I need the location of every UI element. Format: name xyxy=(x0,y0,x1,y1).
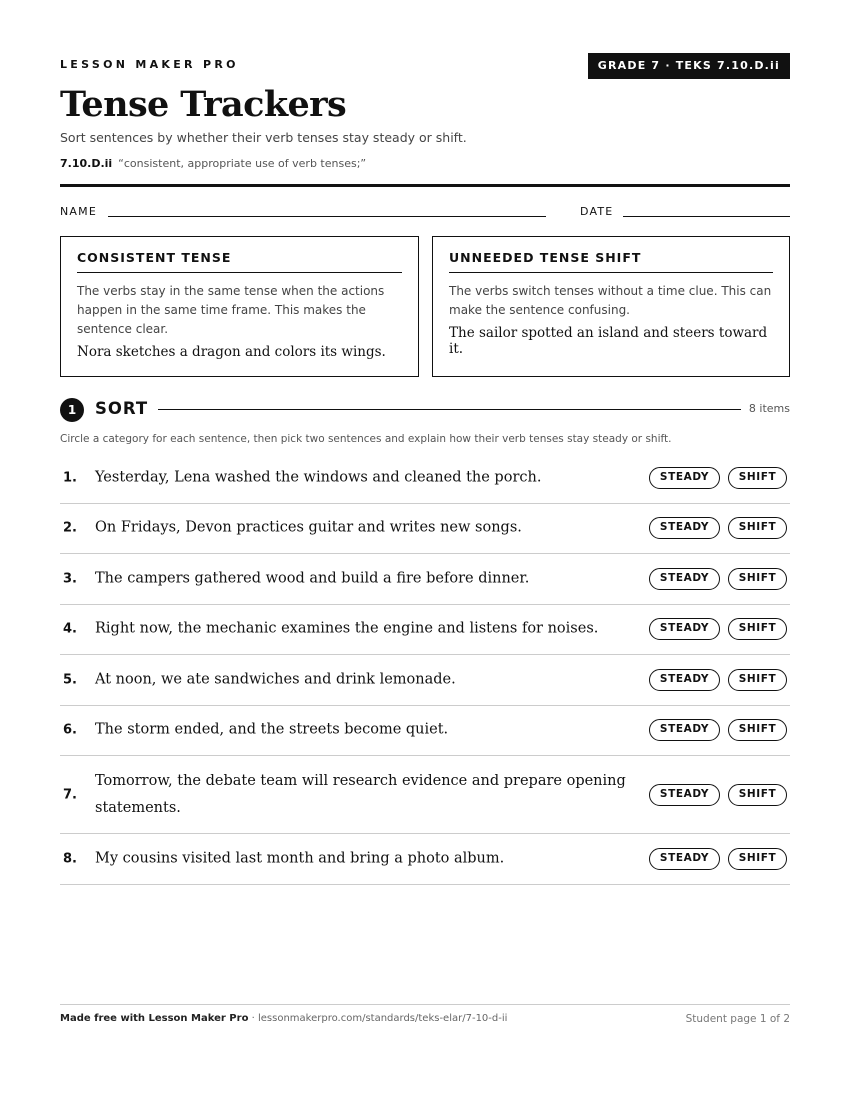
item-sentence: Yesterday, Lena washed the windows and cleaned the porch. xyxy=(95,469,542,486)
concept-example: Nora sketches a dragon and colors its wings. xyxy=(77,344,386,360)
shift-choice[interactable]: SHIFT xyxy=(728,467,787,489)
name-label: NAME xyxy=(60,205,97,218)
footer-divider xyxy=(60,1004,790,1005)
shift-choice[interactable]: SHIFT xyxy=(728,784,787,806)
sort-item-list xyxy=(60,453,790,885)
name-field[interactable] xyxy=(108,216,546,217)
concept-example: The sailor spotted an island and steers toward it. xyxy=(449,325,768,357)
item-number: 7. xyxy=(63,787,77,802)
section-number-badge: 1 xyxy=(60,398,84,422)
list-item xyxy=(60,453,790,504)
steady-choice[interactable]: STEADY xyxy=(649,517,720,539)
footer-url[interactable]: · lessonmakerpro.com/standards/teks-elar/7-10-d-ii xyxy=(251,1013,508,1024)
shift-choice[interactable]: SHIFT xyxy=(728,719,787,741)
footer-page-number: Student page 1 of 2 xyxy=(685,1013,790,1025)
list-item xyxy=(60,504,790,555)
item-sentence: Right now, the mechanic examines the engine and listens for noises. xyxy=(95,620,599,637)
header-divider xyxy=(60,184,790,187)
list-item xyxy=(60,554,790,605)
concept-box-consistent xyxy=(60,236,419,377)
list-item xyxy=(60,706,790,757)
section-divider xyxy=(158,409,741,410)
item-sentence: Tomorrow, the debate team will research evidence and prepare opening statements. xyxy=(95,772,626,816)
standard-code: 7.10.D.ii xyxy=(60,157,113,170)
list-item xyxy=(60,756,790,834)
list-item xyxy=(60,834,790,885)
footer-made-by: Made free with Lesson Maker Pro xyxy=(60,1013,249,1024)
item-sentence: The storm ended, and the streets become quiet. xyxy=(95,721,449,738)
page-subtitle: Sort sentences by whether their verb tenses stay steady or shift. xyxy=(60,130,467,145)
shift-choice[interactable]: SHIFT xyxy=(728,517,787,539)
item-sentence: At noon, we ate sandwiches and drink lemonade. xyxy=(95,671,456,688)
concept-description: The verbs switch tenses without a time clue. This can make the sentence confusing. xyxy=(449,284,772,317)
footer-credit xyxy=(60,1013,507,1024)
standard-text: “consistent, appropriate use of verb tenses;” xyxy=(118,157,367,170)
item-number: 5. xyxy=(63,672,77,688)
page-title: Tense Trackers xyxy=(60,84,347,125)
steady-choice[interactable]: STEADY xyxy=(649,467,720,489)
item-count: 8 items xyxy=(748,402,790,415)
section-title: SORT xyxy=(95,399,149,418)
steady-choice[interactable]: STEADY xyxy=(649,848,720,870)
worksheet-page xyxy=(60,0,790,1100)
steady-choice[interactable]: STEADY xyxy=(649,784,720,806)
item-sentence: The campers gathered wood and build a fire before dinner. xyxy=(95,570,530,587)
brand-name: LESSON MAKER PRO xyxy=(60,58,239,71)
shift-choice[interactable]: SHIFT xyxy=(728,848,787,870)
standard-reference xyxy=(60,157,366,170)
steady-choice[interactable]: STEADY xyxy=(649,568,720,590)
steady-choice[interactable]: STEADY xyxy=(649,618,720,640)
shift-choice[interactable]: SHIFT xyxy=(728,669,787,691)
section-instructions: Circle a category for each sentence, then pick two sentences and explain how their verb tenses stay steady or shift. xyxy=(60,433,672,445)
item-sentence: My cousins visited last month and bring a photo album. xyxy=(95,850,505,867)
shift-choice[interactable]: SHIFT xyxy=(728,618,787,640)
item-sentence: On Fridays, Devon practices guitar and writes new songs. xyxy=(95,519,522,536)
item-number: 6. xyxy=(63,722,77,738)
grade-badge: GRADE 7 · TEKS 7.10.D.ii xyxy=(588,53,790,79)
concept-heading: UNNEEDED TENSE SHIFT xyxy=(449,237,773,273)
concept-box-shift xyxy=(432,236,790,377)
shift-choice[interactable]: SHIFT xyxy=(728,568,787,590)
date-field[interactable] xyxy=(623,216,790,217)
item-number: 2. xyxy=(63,520,77,536)
item-number: 3. xyxy=(63,571,77,587)
item-number: 4. xyxy=(63,621,77,637)
date-label: DATE xyxy=(580,205,614,218)
steady-choice[interactable]: STEADY xyxy=(649,669,720,691)
item-number: 1. xyxy=(63,470,77,486)
list-item xyxy=(60,605,790,656)
steady-choice[interactable]: STEADY xyxy=(649,719,720,741)
item-number: 8. xyxy=(63,851,77,867)
list-item xyxy=(60,655,790,706)
concept-description: The verbs stay in the same tense when the actions happen in the same time frame. This makes the sentence clear. xyxy=(77,284,385,336)
concept-heading: CONSISTENT TENSE xyxy=(77,237,402,273)
